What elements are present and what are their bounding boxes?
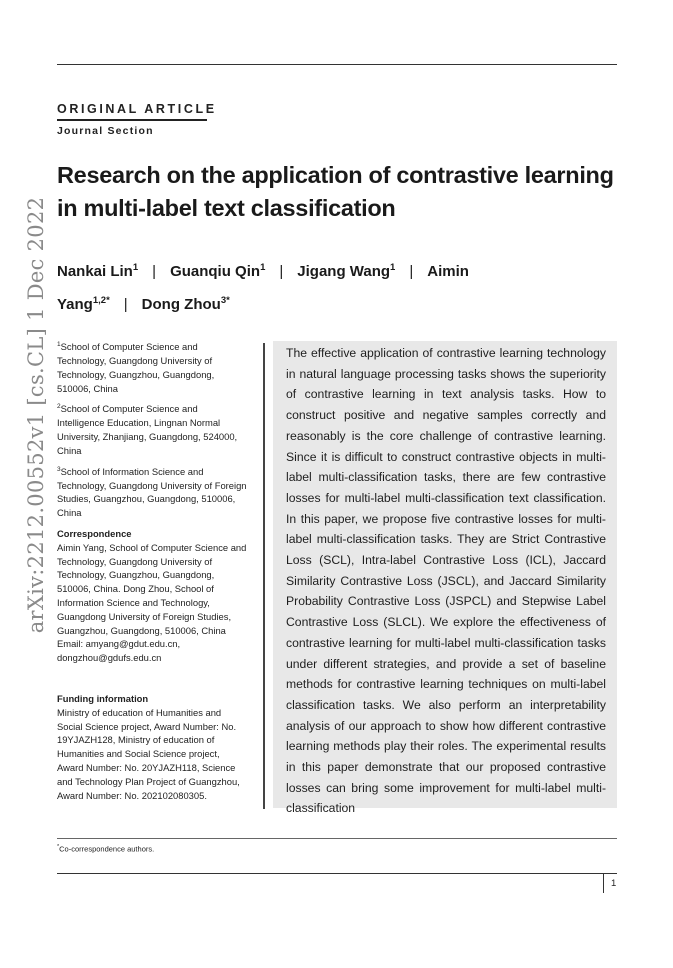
footnote-rule — [57, 838, 617, 839]
arxiv-stamp: arXiv:2212.00552v1 [cs.CL] 1 Dec 2022 — [24, 196, 48, 634]
top-rule — [57, 64, 617, 65]
author-separator: | — [279, 263, 284, 280]
correspondence-email: Email: amyang@gdut.edu.cn, dongzhou@gdufs.edu.cn — [57, 638, 181, 664]
footnote — [57, 844, 154, 854]
affiliation — [57, 463, 247, 520]
page-number: 1 — [611, 878, 617, 889]
author-sup: 1,2* — [92, 295, 110, 306]
correspondence-heading: Correspondence — [57, 528, 132, 539]
affiliation-sup: 2 — [57, 403, 61, 411]
correspondence-block — [57, 527, 247, 665]
author-name: Nankai Lin — [57, 263, 133, 280]
author-list — [57, 253, 527, 319]
author-separator: | — [409, 263, 414, 280]
author-name: Aimin Yang — [57, 263, 469, 313]
correspondence-text: Aimin Yang, School of Computer Science and Technology, Guangdong University of Technology, Guangzhou, Guangdong, 510006, China. Dong Zhou, School of Information Science and Technology, Guangdong University of Foreign Studies, Guangzhou, Guangdong, 510006, China — [57, 541, 247, 636]
author-name: Guanqiu Qin — [170, 263, 261, 280]
affiliation-text: School of Computer Science and Intelligence Education, Lingnan Normal University, Zhanjiang, Guangdong, 524000, China — [57, 403, 238, 456]
abstract-bar — [263, 343, 265, 809]
footer-rule — [57, 873, 617, 874]
article-type-underline — [57, 119, 207, 121]
page-number-bar — [603, 874, 604, 893]
author-sup: 1 — [260, 262, 266, 273]
journal-section: Journal Section — [57, 125, 154, 137]
author-sup: 1 — [132, 262, 139, 273]
author-sup: 3* — [220, 295, 230, 306]
paper-title: Research on the application of contrastive learning in multi-label text classification — [57, 162, 614, 221]
funding-text: Ministry of education of Humanities and Social Science project, Award Number: No. 19YJAZH128, Ministry of education of Humanities and Social Science project, Award Number: No. 20YJAZH118, Science and Technology Plan Project of Guangzhou, Award Number: No. 202102080305. — [57, 706, 240, 801]
affiliations — [57, 338, 247, 525]
author-separator: | — [123, 296, 128, 313]
footnote-text: Co-correspondence authors. — [59, 844, 155, 854]
affiliation — [57, 338, 247, 395]
affiliation-text: School of Information Science and Technology, Guangdong University of Foreign Studies, Guangzhou, Guangdong, 510006, China — [57, 465, 247, 519]
affiliation-sup: 3 — [57, 465, 61, 473]
author-sup: 1 — [390, 262, 396, 273]
funding-heading: Funding information — [57, 693, 149, 704]
footnote-sup: * — [57, 844, 60, 850]
abstract-box — [273, 341, 617, 816]
funding-block — [57, 692, 247, 802]
affiliation — [57, 400, 247, 457]
affiliation-sup: 1 — [57, 341, 61, 348]
article-type: ORIGINAL ARTICLE — [57, 102, 217, 116]
affiliation-text: School of Computer Science and Technology, Guangdong University of Technology, Guangzhou, Guangdong, 510006, China — [57, 341, 215, 394]
author-name: Jigang Wang — [297, 263, 391, 280]
author-name: Dong Zhou — [141, 296, 221, 313]
abstract-text: The effective application of contrastive learning technology in natural language processing tasks shows the superiority of contrastive learning in text analysis tasks. How to construct positive and negative samples correctly and reasonably is the core challenge of contrastive learning. Since it is difficult to construct contrastive objects in multi-label multi-classification tasks, there are few contrastive losses for multi-label multi-classification text classification. In this paper, we propose five contrastive losses for multi-label multi-classification tasks. They are Strict Contrastive Loss (SCL), Intra-label Contrastive Loss (ICL), Jaccard Similarity Contrastive Loss (JSCL), and Jaccard Similarity Probability Contrastive Loss (JSPCL) and Stepwise Label Contrastive Loss (SLCL). We explore the effectiveness of contrastive learning for multi-label multi-classification tasks under different strategies, and provide a set of baseline methods for contrastive learning techniques on multi-label classification tasks. We also perform an interpretability analysis of our approach to show how different contrastive learning methods play their roles. The experimental results in this paper demonstrate that our proposed contrastive losses can bring some improvement for multi-label multi-classification — [286, 346, 606, 816]
author-separator: | — [152, 263, 157, 280]
